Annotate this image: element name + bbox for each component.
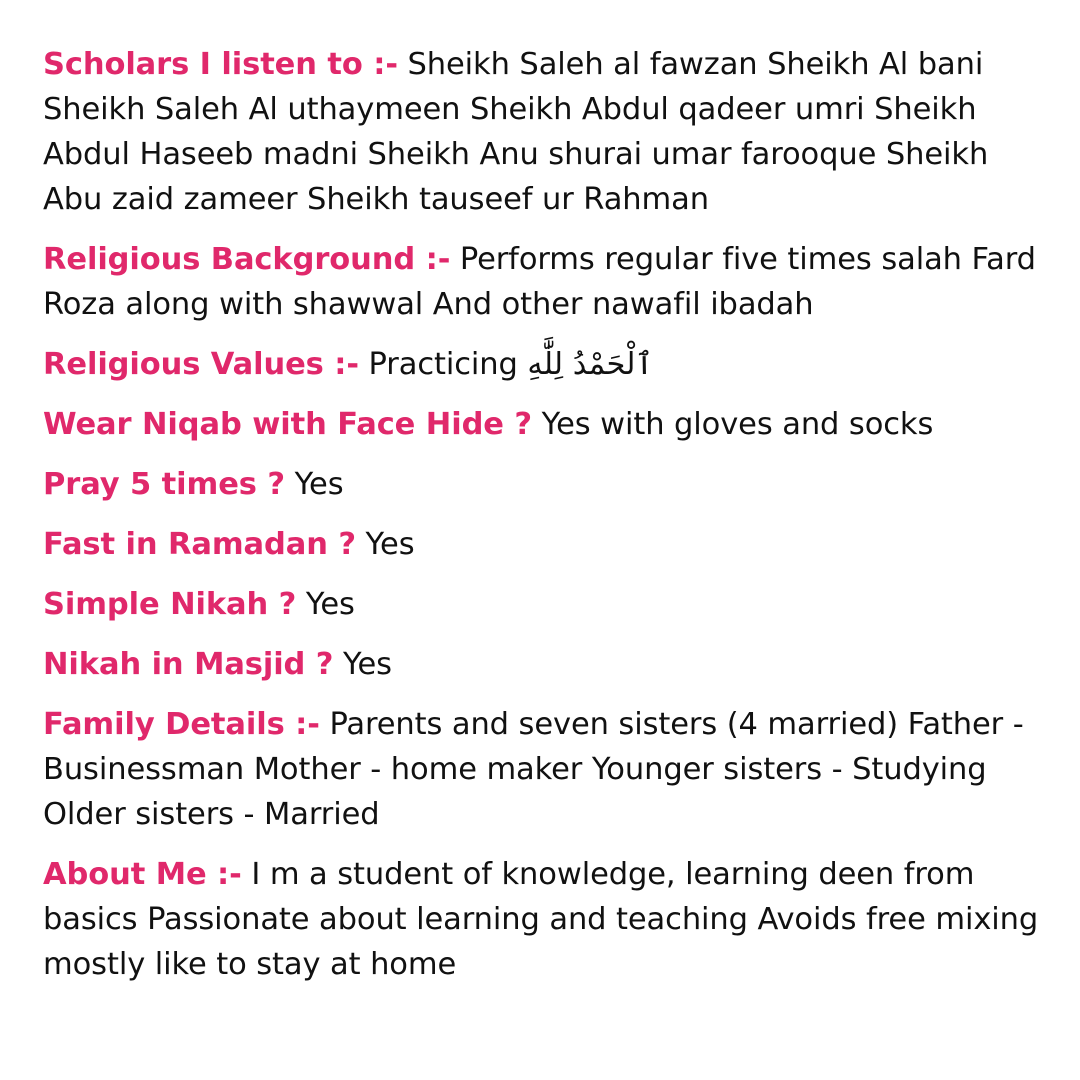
entry-value: I m a student of knowledge, learning deen from basics Passionate about learning and teaching Avoids free mixing mostly like to stay at home bbox=[43, 857, 1039, 982]
entry-nikah-masjid bbox=[43, 642, 1043, 687]
entry-value: Yes bbox=[365, 527, 415, 562]
entry-niqab bbox=[43, 402, 1043, 447]
entry-simple-nikah bbox=[43, 582, 1043, 627]
entry-value: Performs regular five times salah Fard Roza along with shawwal And other nawafil ibadah bbox=[43, 242, 1036, 322]
profile-details bbox=[43, 42, 1043, 1002]
entry-about-me bbox=[43, 852, 1043, 987]
entry-label: Scholars I listen to :- bbox=[43, 47, 398, 82]
entry-pray bbox=[43, 462, 1043, 507]
entry-label: Religious Values :- bbox=[43, 347, 359, 382]
entry-value: Yes with gloves and socks bbox=[541, 407, 934, 442]
entry-religious-background bbox=[43, 237, 1043, 327]
entry-label: About Me :- bbox=[43, 857, 242, 892]
entry-value: Parents and seven sisters (4 married) Father - Businessman Mother - home maker Younger sisters - Studying Older sisters - Married bbox=[43, 707, 1024, 832]
entry-label: Pray 5 times ? bbox=[43, 467, 285, 502]
entry-value: Yes bbox=[305, 587, 355, 622]
entry-value: Practicing ٱلْحَمْدُ لِلَّٰهِ bbox=[368, 347, 654, 382]
entry-label: Religious Background :- bbox=[43, 242, 451, 277]
entry-label: Simple Nikah ? bbox=[43, 587, 297, 622]
entry-label: Nikah in Masjid ? bbox=[43, 647, 334, 682]
entry-value: Sheikh Saleh al fawzan Sheikh Al bani Sheikh Saleh Al uthaymeen Sheikh Abdul qadeer umri Sheikh Abdul Haseeb madni Sheikh Anu shurai umar farooque Sheikh Abu zaid zameer Sheikh tauseef ur Rahman bbox=[43, 47, 989, 217]
entry-value: Yes bbox=[343, 647, 392, 682]
entry-label: Family Details :- bbox=[43, 707, 320, 742]
entry-value: Yes bbox=[294, 467, 344, 502]
entry-scholars bbox=[43, 42, 1043, 222]
entry-religious-values bbox=[43, 342, 1043, 387]
entry-fast bbox=[43, 522, 1043, 567]
entry-label: Wear Niqab with Face Hide ? bbox=[43, 407, 532, 442]
entry-family-details bbox=[43, 702, 1043, 837]
entry-label: Fast in Ramadan ? bbox=[43, 527, 356, 562]
